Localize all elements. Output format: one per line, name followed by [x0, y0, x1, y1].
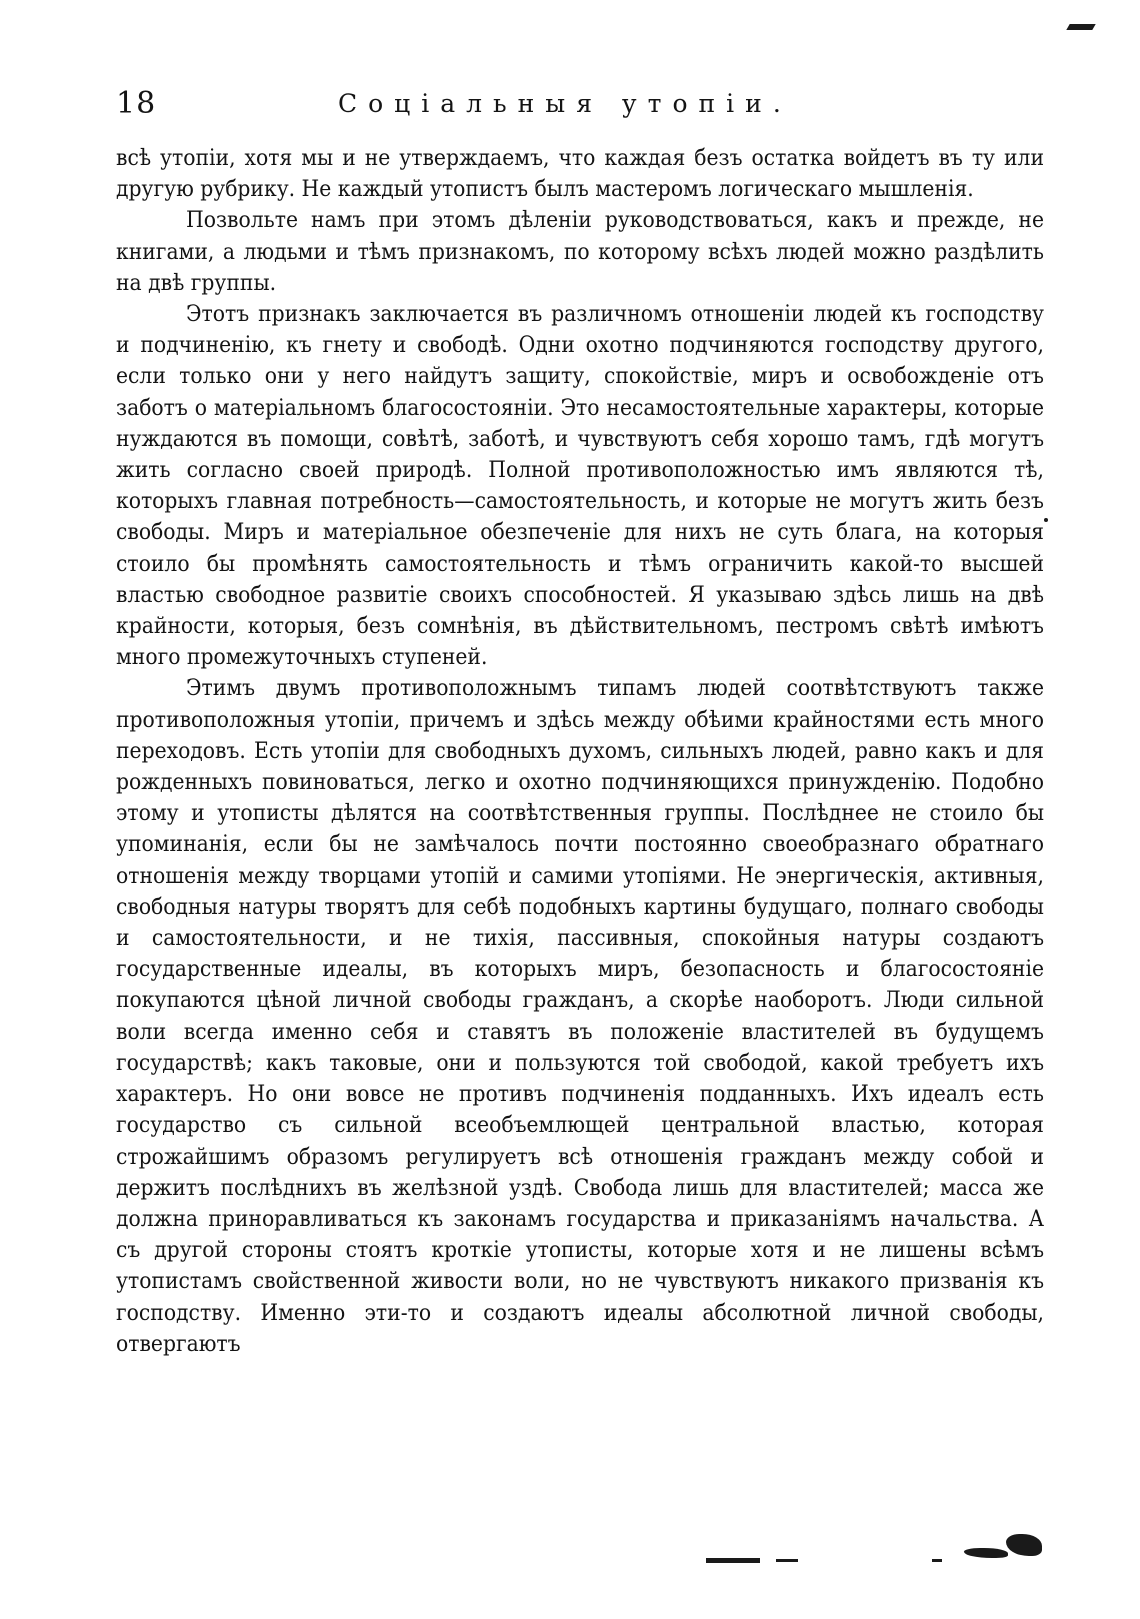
- scan-blot: [964, 1548, 1008, 1558]
- body-text: [116, 143, 1044, 1360]
- paragraph: Позвольте намъ при этомъ дѣленіи руководствоваться, какъ и прежде, не книгами, а людьми и тѣмъ признакомъ, по которому всѣхъ людей можно раздѣлить на двѣ группы.: [116, 207, 1044, 296]
- scan-dash: [776, 1559, 798, 1562]
- page-number: 18: [116, 86, 157, 121]
- scan-artifacts: [706, 1530, 1086, 1570]
- running-title: Соціальныя утопіи.: [338, 89, 792, 118]
- scan-speck: [1044, 518, 1048, 522]
- running-head: [116, 82, 1044, 126]
- scan-blot: [1006, 1534, 1042, 1556]
- paragraph: Этимъ двумъ противоположнымъ типамъ людей соотвѣтствуютъ также противоположныя утопіи, причемъ и здѣсь между обѣими крайностями есть много переходовъ. Есть утопіи для свободныхъ духомъ, сильныхъ людей, равно какъ и для рожденныхъ повиноваться, легко и охотно подчиняющихся принужденію. Подобно этому и утописты дѣлятся на соотвѣтственныя группы. Послѣднее не стоило бы упоминанія, если бы не замѣчалось почти постоянно своеобразнаго обратнаго отношенія между творцами утопій и самими утопіями. Не энергическія, активныя, свободныя натуры творятъ для себѣ подобныхъ картины будущаго, полнаго свободы и самостоятельности, и не тихія, пассивныя, спокойныя натуры создаютъ государственные идеалы, въ которыхъ миръ, безопасность и благосостояніе покупаются цѣной личной свободы гражданъ, а скорѣе наоборотъ. Люди сильной воли всегда именно себя и ставятъ въ положеніе властителей въ будущемъ государствѣ; какъ таковые, они и пользуются той свободой, какой требуетъ ихъ характеръ. Но они вовсе не противъ подчиненія подданныхъ. Ихъ идеалъ есть государство съ сильной всеобъемлющей центральной властью, которая строжайшимъ образомъ регулируетъ всѣ отношенія гражданъ между собой и держитъ послѣднихъ въ желѣзной уздѣ. Свобода лишь для властителей; масса же должна приноравливаться къ законамъ государства и приказаніямъ начальства. А съ другой стороны стоятъ кроткіе утописты, которые хотя и не лишены всѣмъ утопистамъ свойственной живости воли, но не чувствуютъ никакого призванія къ господству. Именно эти-то и создаютъ идеалы абсолютной личной свободы, отвергаютъ: [116, 675, 1044, 1357]
- paragraph: Этотъ признакъ заключается въ различномъ отношеніи людей къ господству и подчиненію, къ гнету и свободѣ. Одни охотно подчиняются господству другого, если только они у него найдутъ защиту, спокойствіе, миръ и освобожденіе отъ заботъ о матеріальномъ благосостояніи. Это несамостоятельные характеры, которые нуждаются въ помощи, совѣтѣ, заботѣ, и чувствуютъ себя хорошо тамъ, гдѣ могутъ жить согласно своей природѣ. Полной противоположностью имъ являются тѣ, которыхъ главная потребность—самостоятельность, и которые не могутъ жить безъ свободы. Миръ и матеріальное обезпеченіе для нихъ не суть блага, на которыя стоило бы промѣнять самостоятельность и тѣмъ ограничить какой-то высшей властью свободное развитіе своихъ способностей. Я указываю здѣсь лишь на двѣ крайности, которыя, безъ сомнѣнія, въ дѣйствительномъ, пестромъ свѣтѣ имѣютъ много промежуточныхъ ступеней.: [116, 301, 1044, 671]
- scan-dash: [932, 1559, 942, 1562]
- scan-dash: [706, 1558, 760, 1563]
- paragraph: всѣ утопіи, хотя мы и не утверждаемъ, что каждая безъ остатка войдетъ въ ту или другую рубрику. Не каждый утопистъ былъ мастеромъ логическаго мышленія.: [116, 145, 1044, 203]
- scan-mark: [1066, 24, 1095, 30]
